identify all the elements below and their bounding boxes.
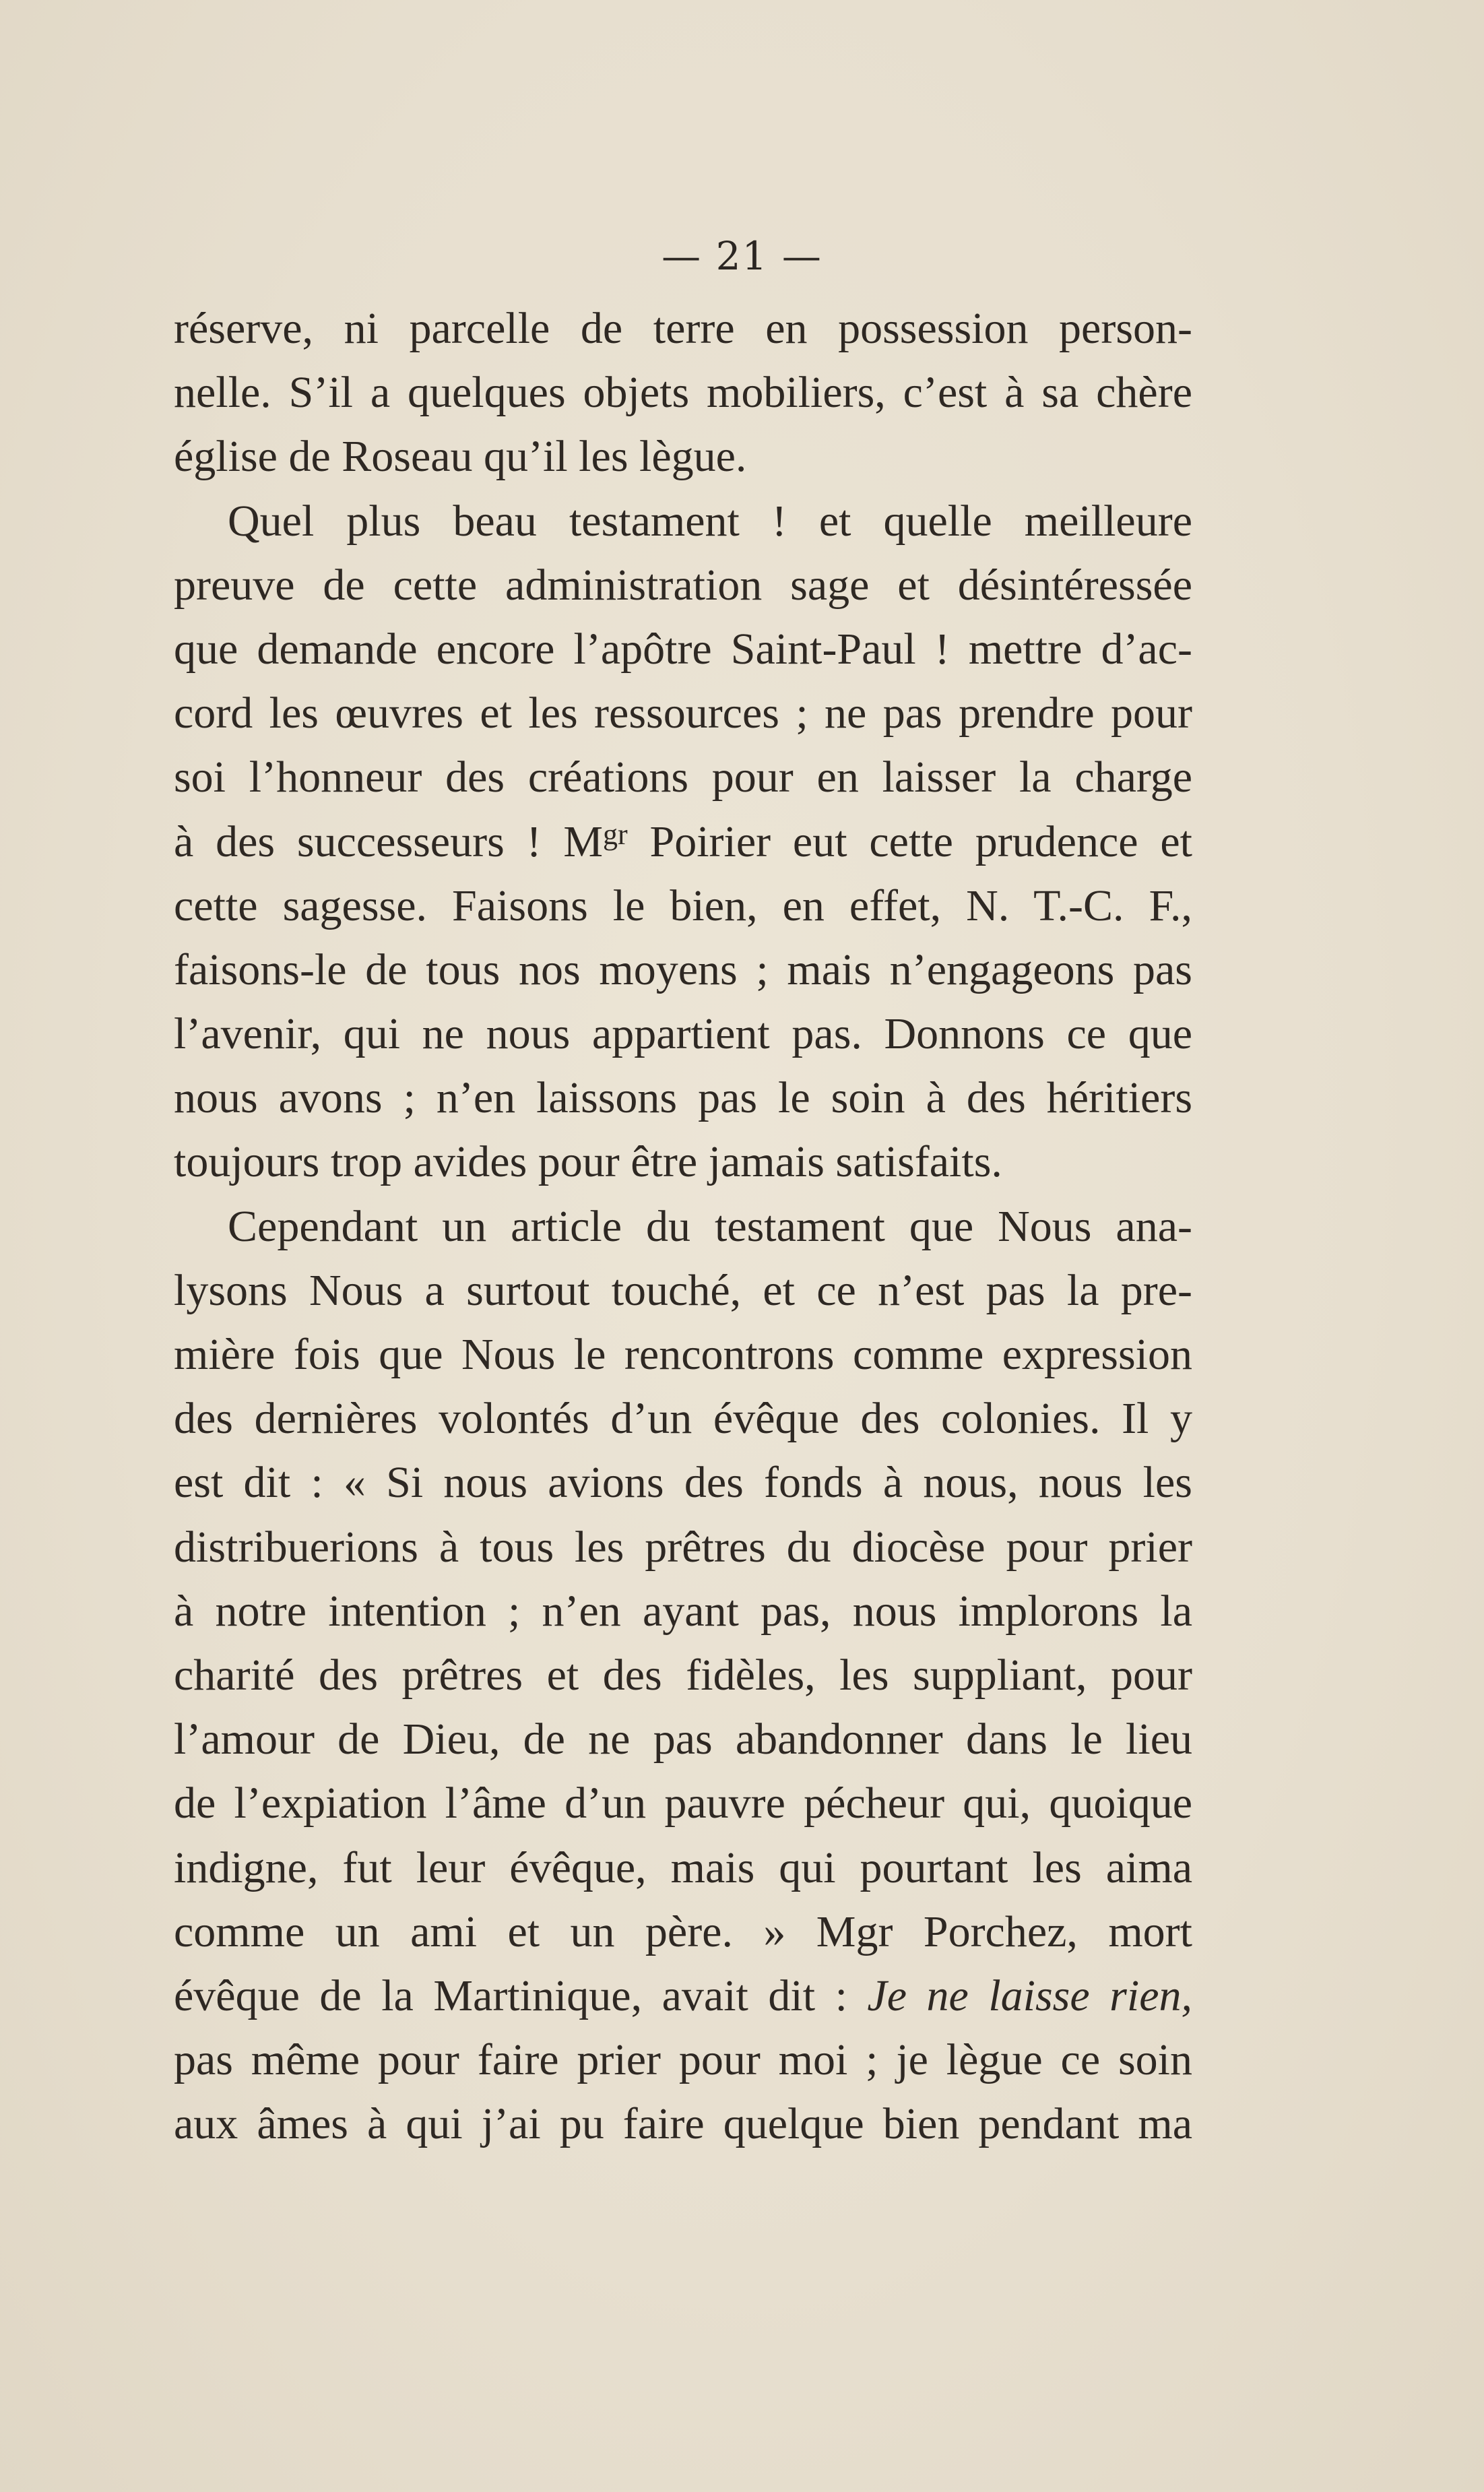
text-line: toujours trop avides pour être jamais satisfaits. bbox=[174, 1137, 1002, 1187]
text-line: cette sagesse. Faisons le bien, en effet, N. T.-C. F., bbox=[174, 881, 1192, 930]
italic-text-line: pas même pour faire prier pour moi ; je lègue ce soin bbox=[174, 2035, 1192, 2085]
text-segment: Poirier eut cette prudence et bbox=[627, 817, 1192, 866]
text-line: indigne, fut leur évêque, mais qui pourtant les aima bbox=[174, 1843, 1192, 1892]
text-line: l’amour de Dieu, de ne pas abandonner dans le lieu bbox=[174, 1715, 1192, 1764]
italic-segment: Je ne laisse rien, bbox=[867, 1971, 1192, 2020]
text-line bbox=[174, 810, 1192, 874]
text-line: à notre intention ; n’en ayant pas, nous implorons la bbox=[174, 1586, 1192, 1636]
text-line: nous avons ; n’en laissons pas le soin à des héritiers bbox=[174, 1073, 1192, 1123]
text-line: Quel plus beau testament ! et quelle meilleure bbox=[228, 496, 1192, 546]
text-line: de l’expiation l’âme d’un pauvre pécheur qui, quoique bbox=[174, 1779, 1192, 1828]
text-line: l’avenir, qui ne nous appartient pas. Donnons ce que bbox=[174, 1009, 1192, 1059]
body-text bbox=[174, 296, 1192, 2156]
text-line: comme un ami et un père. » Mgr Porchez, mort bbox=[174, 1907, 1192, 1956]
text-line: distribuerions à tous les prêtres du diocèse pour prier bbox=[174, 1522, 1192, 1572]
text-line: des dernières volontés d’un évêque des colonies. Il y bbox=[174, 1394, 1192, 1444]
text-line: soi l’honneur des créations pour en laisser la charge bbox=[174, 753, 1192, 802]
text-segment: évêque de la Martinique, avait dit : bbox=[174, 1971, 868, 2020]
italic-text-line: aux âmes à qui j’ai pu faire quelque bien pendant ma bbox=[174, 2099, 1192, 2149]
text-line bbox=[174, 1964, 1192, 2028]
text-line: charité des prêtres et des fidèles, les suppliant, pour bbox=[174, 1650, 1192, 1700]
text-line: faisons-le de tous nos moyens ; mais n’engageons pas bbox=[174, 945, 1192, 994]
text-line: que demande encore l’apôtre Saint-Paul ! mettre d’ac- bbox=[174, 624, 1192, 674]
text-line: mière fois que Nous le rencontrons comme expression bbox=[174, 1330, 1192, 1379]
text-segment: à des successeurs ! M bbox=[174, 817, 604, 866]
text-line: lysons Nous a surtout touché, et ce n’est pas la pre- bbox=[174, 1265, 1192, 1315]
text-line: preuve de cette administration sage et désintéressée bbox=[174, 560, 1192, 610]
text-line: Cependant un article du testament que Nous ana- bbox=[228, 1201, 1192, 1251]
text-line: cord les œuvres et les ressources ; ne pas prendre pour bbox=[174, 689, 1192, 738]
text-line: réserve, ni parcelle de terre en possession person- bbox=[174, 304, 1192, 353]
text-line: est dit : « Si nous avions des fonds à nous, nous les bbox=[174, 1458, 1192, 1508]
page-number: — 21 — bbox=[662, 233, 822, 279]
superscript-abbrev: gr bbox=[603, 817, 628, 851]
text-line: église de Roseau qu’il les lègue. bbox=[174, 432, 747, 482]
text-line: nelle. S’il a quelques objets mobiliers, c’est à sa chère bbox=[174, 368, 1192, 418]
